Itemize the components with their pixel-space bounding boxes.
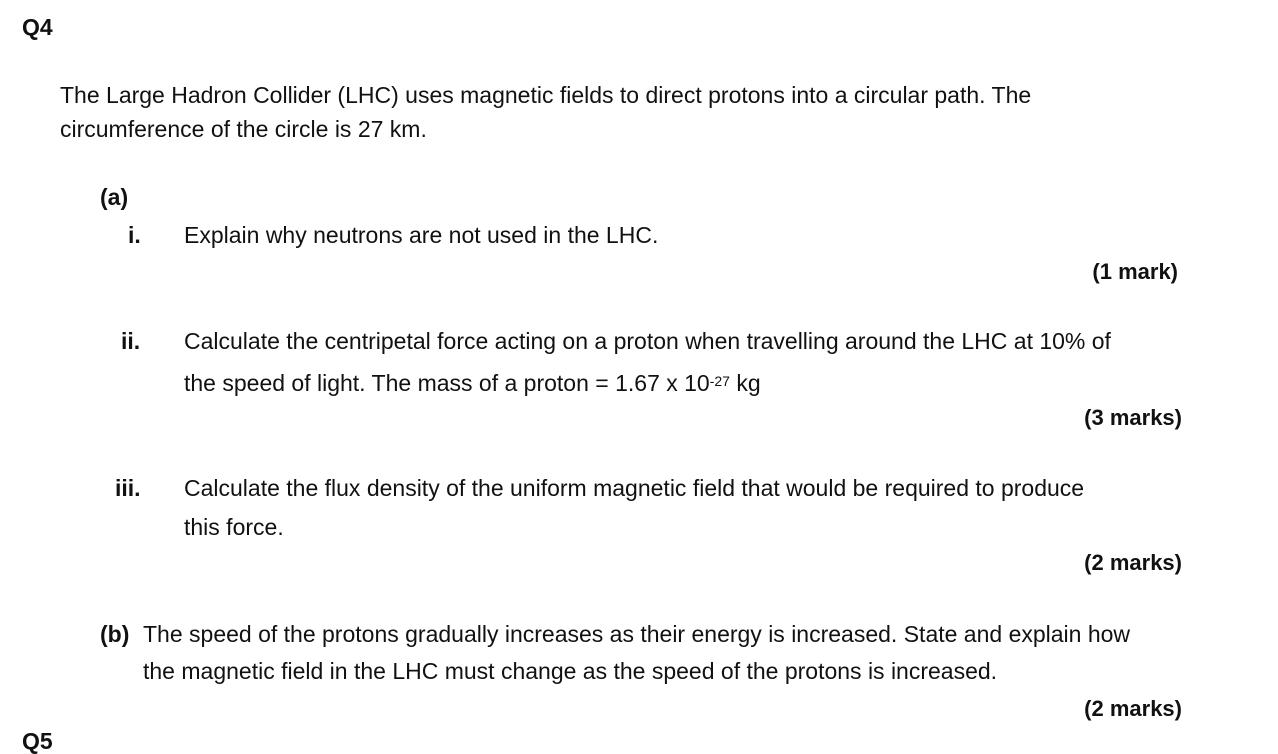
subpart-i-marks: (1 mark) [1092,259,1178,284]
subpart-i-text: Explain why neutrons are not used in the LHC. [184,222,659,248]
subpart-iii-text-line-1: Calculate the flux density of the uniform magnetic field that would be required to produce [184,475,1085,501]
part-b-marks: (2 marks) [1084,696,1182,721]
subpart-ii-numeral: ii. [121,328,141,354]
question-intro-line-2: circumference of the circle is 27 km. [60,116,427,142]
question-intro-line-1: The Large Hadron Collider (LHC) uses magnetic fields to direct protons into a circular path. The [60,82,1032,108]
proton-mass-exponent: -27 [709,373,730,389]
part-a-label: (a) [100,184,129,210]
subpart-iii-numeral: iii. [115,475,141,501]
part-b-text-line-1: The speed of the protons gradually increases as their energy is increased. State and explain how [143,621,1131,647]
proton-mass-unit: kg [729,370,761,396]
subpart-ii-text-line-2 [184,366,761,400]
part-b-text-line-2: the magnetic field in the LHC must change as the speed of the protons is increased. [143,658,998,684]
subpart-iii-marks: (2 marks) [1084,550,1182,575]
part-b-label: (b) [100,621,130,647]
subpart-i-numeral: i. [128,222,141,248]
subpart-ii-marks: (3 marks) [1084,405,1182,430]
subpart-iii-text-line-2: this force. [184,514,284,540]
subpart-ii-text-line-1: Calculate the centripetal force acting on a proton when travelling around the LHC at 10% of [184,328,1111,354]
question-5-label: Q5 [22,728,53,754]
proton-mass-prefix: the speed of light. The mass of a proton = 1.67 x 10 [184,370,710,396]
question-4-label: Q4 [22,14,53,40]
